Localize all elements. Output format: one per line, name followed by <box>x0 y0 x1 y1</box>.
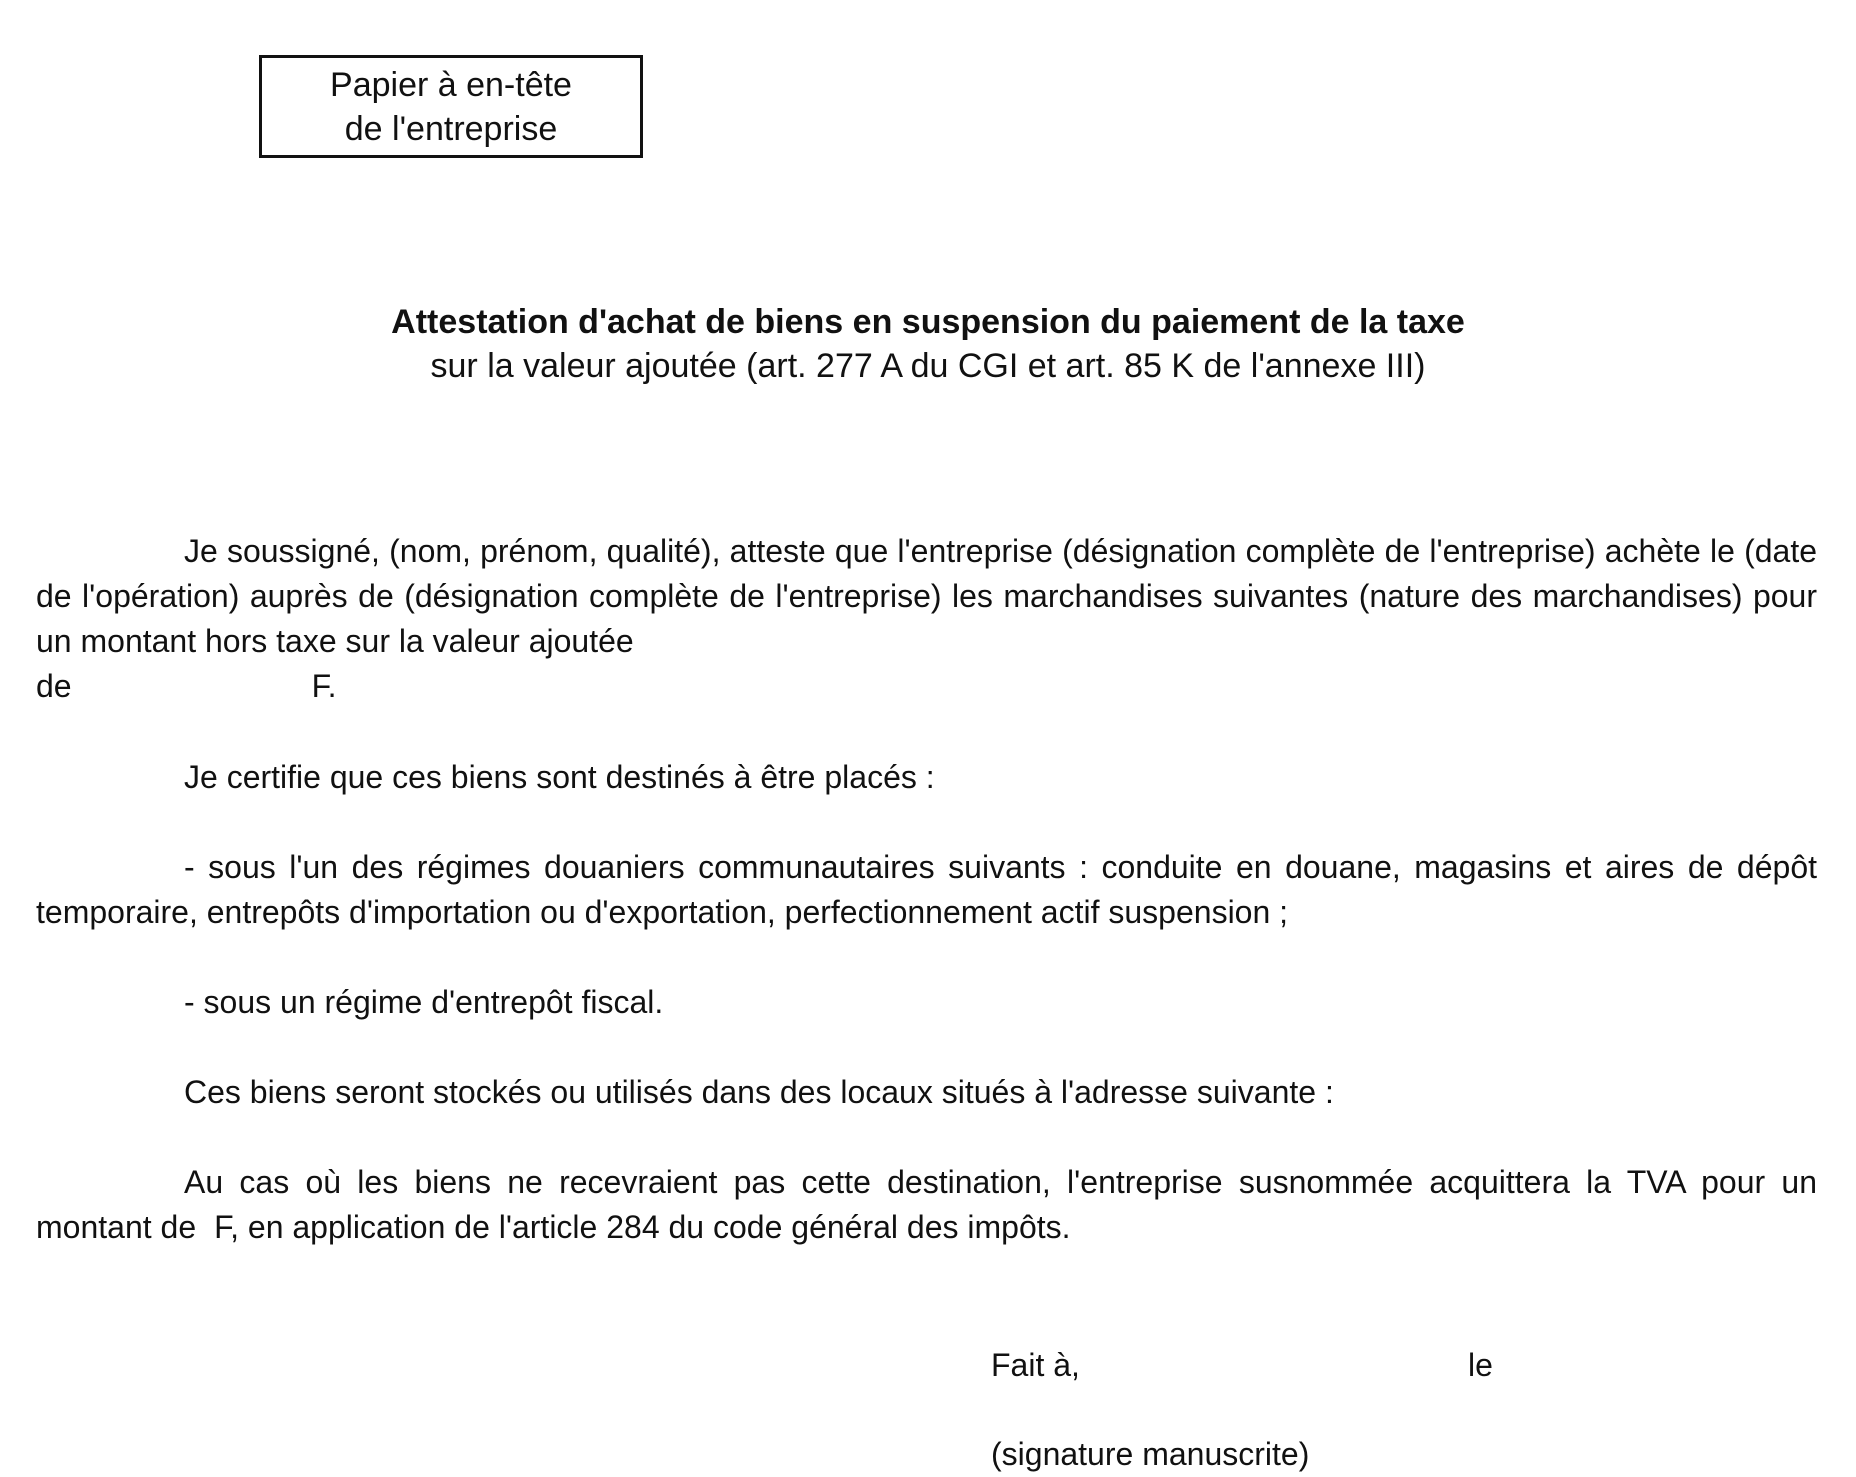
paragraph-declaration <box>36 529 1817 709</box>
paragraph-fiscal-warehouse: - sous un régime d'entrepôt fiscal. <box>184 984 664 1020</box>
document-title <box>0 300 1856 388</box>
paragraph-customs-regimes: - sous l'un des régimes douaniers communautaires suivants : conduite en douane, magasins et aires de dépôt temporaire, entrepôts d'importation ou d'exportation, perfectionnement actif suspension ; <box>36 849 1817 930</box>
paragraph-storage-address: Ces biens seront stockés ou utilisés dans des locaux situés à l'adresse suivante : <box>184 1074 1334 1110</box>
paragraph-certification: Je certifie que ces biens sont destinés à être placés : <box>184 759 935 795</box>
vat-liability-start: Au cas où les biens ne recevraient pas cette destination, l'entreprise susnommée acquittera la TVA pour un montant de <box>36 1164 1817 1245</box>
signature-label: (signature manuscrite) <box>991 1436 1310 1472</box>
declaration-de: de <box>36 668 72 704</box>
title-line-1: Attestation d'achat de biens en suspension du paiement de la taxe <box>391 303 1465 341</box>
letterhead-placeholder-box <box>259 55 643 158</box>
title-line-2: sur la valeur ajoutée (art. 277 A du CGI et art. 85 K de l'annexe III) <box>430 347 1426 385</box>
declaration-amount-line <box>36 664 1817 709</box>
place-date-line <box>991 1343 1511 1388</box>
letterhead-line-1: Papier à en-tête <box>330 65 572 104</box>
declaration-unit: F. <box>311 668 337 704</box>
letterhead-line-2: de l'entreprise <box>344 109 558 148</box>
declaration-text: Je soussigné, (nom, prénom, qualité), atteste que l'entreprise (désignation complète de l'entreprise) achète le (date de l'opération) auprès de (désignation complète de l'entreprise) les marchandises suivantes (nature des marchandises) pour un montant hors taxe sur la valeur ajoutée <box>36 533 1817 659</box>
vat-liability-end: F, en application de l'article 284 du code général des impôts. <box>214 1209 1071 1245</box>
fait-a-label: Fait à, <box>991 1347 1080 1383</box>
paragraph-vat-liability <box>36 1160 1817 1250</box>
date-le-label: le <box>1468 1347 1493 1383</box>
